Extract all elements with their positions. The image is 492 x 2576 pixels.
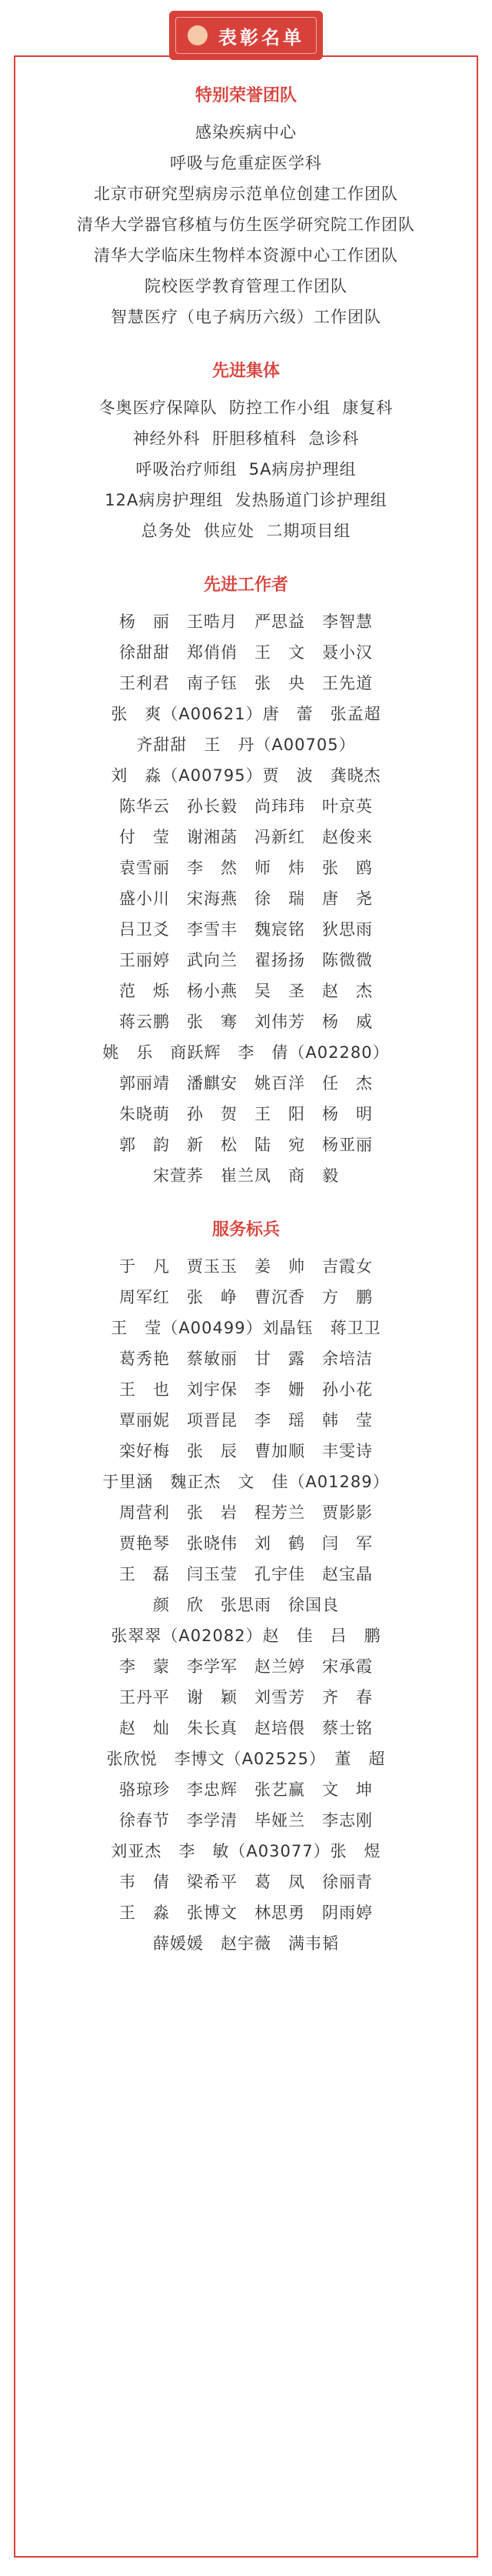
list-item: 贾艳琴 张晓伟 刘 鹤 闫 军 <box>119 1534 373 1553</box>
list-item: 清华大学临床生物样本资源中心工作团队 <box>94 246 398 265</box>
list-item: 智慧医疗（电子病历六级）工作团队 <box>111 308 381 326</box>
list-item: 杨 丽 王晧月 严思益 李智慧 <box>119 612 373 631</box>
list-item: 院校医学教育管理工作团队 <box>145 277 347 295</box>
list-item: 刘 淼（A00795）贾 波 龚晓杰 <box>111 766 381 785</box>
section-title: 特别荣誉团队 <box>194 86 297 105</box>
list-item: 李 蒙 李学军 赵兰婷 宋承霞 <box>119 1657 373 1676</box>
list-item: 徐春节 李学清 毕娅兰 李志刚 <box>119 1811 373 1830</box>
list-item: 范 烁 杨小燕 吴 圣 赵 杰 <box>119 982 373 1000</box>
list-item: 徐甜甜 郑俏俏 王 文 聂小汉 <box>119 643 373 662</box>
list-item: 朱晓萌 孙 贺 王 阳 杨 明 <box>119 1105 373 1123</box>
list-item: 周营利 张 岩 程芳兰 贾影影 <box>119 1503 373 1522</box>
list-item: 颜 欣 张思雨 徐国良 <box>153 1596 339 1614</box>
circle-icon <box>188 25 208 45</box>
list-item: 赵 灿 朱长真 赵培偎 蔡士铭 <box>119 1719 373 1737</box>
list-item: 于 凡 贾玉玉 姜 帅 吉霞女 <box>119 1257 373 1276</box>
list-item: 袁雪丽 李 然 师 炜 张 鸥 <box>119 859 373 877</box>
list-item: 王 磊 闫玉莹 孔宇佳 赵宝晶 <box>119 1565 373 1583</box>
title-tab <box>169 11 323 60</box>
list-item: 郭丽靖 潘麒安 姚百洋 任 杰 <box>119 1074 373 1093</box>
list-item: 蒋云鹏 张 骞 刘伟芳 杨 威 <box>119 1013 373 1031</box>
section-special-honor-teams <box>15 83 477 332</box>
list-item: 齐甜甜 王 丹（A00705） <box>136 736 356 754</box>
list-item: 神经外科 肝胆移植科 急诊科 <box>132 429 360 448</box>
list-item: 清华大学器官移植与仿生医学研究院工作团队 <box>77 215 415 234</box>
section-title: 先进工作者 <box>203 576 288 595</box>
list-item: 王利君 南子钰 张 央 王先道 <box>119 674 373 692</box>
list-item: 王丹平 谢 颖 刘雪芳 齐 春 <box>119 1688 373 1707</box>
list-item: 张翠翠（A02082）赵 佳 吕 鹏 <box>111 1627 381 1645</box>
list-item: 葛秀艳 蔡敏丽 甘 露 余培洁 <box>119 1350 373 1368</box>
list-item: 宋萱荞 崔兰凤 商 毅 <box>153 1166 339 1185</box>
list-item: 韦 倩 梁希平 葛 凤 徐丽青 <box>119 1873 373 1891</box>
list-item: 陈华云 孙长毅 尚玮玮 叶京英 <box>119 797 373 816</box>
list-item: 冬奥医疗保障队 防控工作小组 康复科 <box>98 399 394 417</box>
list-item: 薛媛媛 赵宇薇 满韦韬 <box>153 1934 339 1953</box>
list-item: 王 也 刘宇保 李 姗 孙小花 <box>119 1380 373 1399</box>
list-item: 总务处 供应处 二期项目组 <box>141 522 351 540</box>
list-item: 12A病房护理组 发热肠道门诊护理组 <box>105 491 387 509</box>
list-item: 付 莹 谢湘菡 冯新红 赵俊来 <box>119 828 373 846</box>
list-item: 刘亚杰 李 敏（A03077）张 煜 <box>111 1842 381 1860</box>
section-advanced-collectives <box>15 359 477 546</box>
list-item: 王丽婷 武向兰 翟扬扬 陈微微 <box>119 951 373 969</box>
list-item: 感染疾病中心 <box>195 123 297 142</box>
section-title: 服务标兵 <box>211 1220 280 1240</box>
list-item: 郭 韵 新 松 陆 宛 杨亚丽 <box>119 1136 373 1154</box>
list-item: 盛小川 宋海燕 徐 瑞 唐 尧 <box>119 889 373 908</box>
page-title: 表彰名单 <box>218 26 304 48</box>
section-title: 先进集体 <box>211 362 280 381</box>
list-item: 栾好梅 张 辰 曹加顺 丰雯诗 <box>119 1442 373 1460</box>
list-item: 骆琼珍 李忠辉 张艺赢 文 坤 <box>119 1780 373 1799</box>
section-advanced-workers <box>15 572 477 1191</box>
list-item: 北京市研究型病房示范单位创建工作团队 <box>94 185 398 203</box>
list-item: 吕卫爻 李雪丰 魏宸铭 狄思雨 <box>119 920 373 939</box>
title-tab-inner <box>175 17 317 54</box>
list-item: 周军红 张 峥 曹沉香 方 鹏 <box>119 1288 373 1306</box>
list-content <box>15 83 477 1985</box>
list-item: 张 爽（A00621）唐 蕾 张孟超 <box>111 705 381 723</box>
list-item: 呼吸与危重症医学科 <box>170 154 322 172</box>
section-service-models <box>15 1217 477 1959</box>
list-item: 呼吸治疗师组 5A病房护理组 <box>135 460 357 479</box>
list-item: 覃丽妮 项晋昆 李 瑶 韩 莹 <box>119 1411 373 1430</box>
list-item: 于里涵 魏正杰 文 佳（A01289） <box>102 1473 390 1491</box>
list-item: 王 淼 张博文 林思勇 阴雨婷 <box>119 1904 373 1922</box>
list-item: 王 莹（A00499）刘晶钰 蒋卫卫 <box>111 1319 381 1337</box>
list-item: 张欣悦 李博文（A02525） 董 超 <box>106 1750 386 1768</box>
list-item: 姚 乐 商跃辉 李 倩（A02280） <box>102 1043 390 1062</box>
